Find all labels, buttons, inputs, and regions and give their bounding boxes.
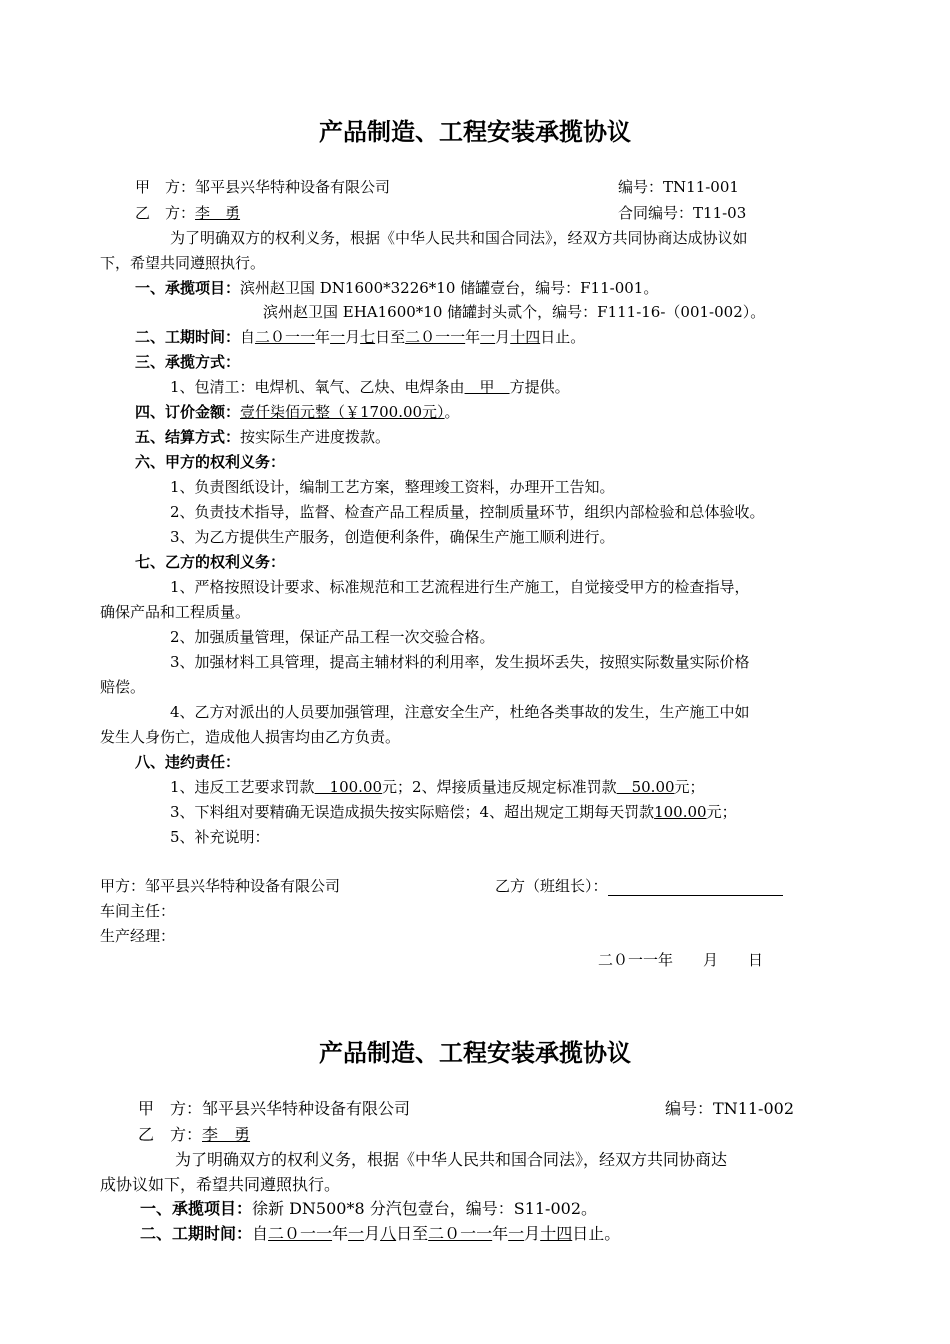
doc1-section-6-title: 六、甲方的权利义务：: [135, 453, 286, 471]
doc2-section-1: 一、承揽项目：徐新 DN500*8 分汽包壹台，编号：S11-002。: [140, 1199, 598, 1218]
doc1-contract-code: 合同编号：T11-03: [618, 204, 747, 222]
doc1-intro-1: 为了明确双方的权利义务，根据《中华人民共和国合同法》，经双方共同协商达成协议如: [170, 229, 748, 247]
doc2-party-a: 甲 方：邹平县兴华特种设备有限公司: [138, 1099, 411, 1118]
doc1-section-1: 一、承揽项目：滨州赵卫国 DN1600*3226*10 储罐壹台，编号：F11-001。: [135, 279, 659, 297]
doc1-section-3-title: 三、承揽方式：: [135, 353, 241, 371]
doc1-section-6-item-2: 2、负责技术指导，监督、检查产品工程质量，控制质量环节，组织内部检验和总体验收。: [170, 503, 765, 521]
doc1-section-7-item-3a: 3、加强材料工具管理，提高主辅材料的利用率，发生损坏丢失，按照实际数量实际价格: [170, 653, 750, 671]
doc1-section-8-item-1: 1、违反工艺要求罚款 100.00元；2、焊接质量违反规定标准罚款 50.00元；: [170, 778, 705, 796]
doc2-intro-2: 成协议如下，希望共同遵照执行。: [100, 1175, 341, 1194]
doc2-party-a-name: 邹平县兴华特种设备有限公司: [202, 1099, 411, 1118]
doc1-section-7-item-1a: 1、严格按照设计要求、标准规范和工艺流程进行生产施工，自觉接受甲方的检查指导，: [170, 578, 750, 596]
doc1-title: 产品制造、工程安装承揽协议: [319, 118, 631, 146]
doc1-section-8-title: 八、违约责任：: [135, 753, 241, 771]
doc1-party-a: 甲 方：邹平县兴华特种设备有限公司: [135, 178, 391, 196]
doc2-party-b: 乙 方：李 勇: [138, 1125, 251, 1144]
doc2-title: 产品制造、工程安装承揽协议: [319, 1039, 631, 1067]
doc1-section-6-item-3: 3、为乙方提供生产服务，创造便利条件，确保生产施工顺利进行。: [170, 528, 615, 546]
doc1-section-1-line2: 滨州赵卫国 EHA1600*10 储罐封头贰个，编号：F111-16-（001-002）。: [263, 303, 766, 321]
doc1-section-3-line: 1、包清工：电焊机、氧气、乙炔、电焊条由 甲 方提供。: [170, 378, 570, 396]
doc1-party-b: 乙 方：李 勇: [135, 204, 241, 222]
doc1-party-b-name: 李 勇: [195, 204, 241, 222]
doc1-amount: 壹仟柒佰元整（￥1700.00元）: [240, 403, 445, 421]
doc2-section-2: 二、工期时间：自二０一一年一月八日至二０一一年一月十四日止。: [140, 1224, 621, 1243]
doc1-section-7-item-2: 2、加强质量管理，保证产品工程一次交验合格。: [170, 628, 495, 646]
doc1-sign-party-a: 甲方：邹平县兴华特种设备有限公司: [100, 877, 341, 895]
doc1-section-7-item-4b: 发生人身伤亡，造成他人损害均由乙方负责。: [100, 728, 401, 746]
doc1-section-7-title: 七、乙方的权利义务：: [135, 553, 286, 571]
doc1-intro-2: 下，希望共同遵照执行。: [100, 254, 266, 272]
doc2-intro-1: 为了明确双方的权利义务，根据《中华人民共和国合同法》，经双方共同协商达: [175, 1150, 728, 1169]
doc2-party-b-name: 李 勇: [202, 1125, 251, 1144]
doc1-party-a-name: 邹平县兴华特种设备有限公司: [195, 178, 391, 196]
doc1-section-2: 二、工期时间：自二０一一年一月七日至二０一一年一月十四日止。: [135, 328, 586, 346]
doc1-section-7-item-1b: 确保产品和工程质量。: [100, 603, 251, 621]
doc1-section-5: 五、结算方式：按实际生产进度拨款。: [135, 428, 391, 446]
doc1-section-7-item-3b: 赔偿。: [100, 678, 146, 696]
doc1-production-manager: 生产经理：: [100, 927, 176, 945]
doc1-sign-party-b: 乙方（班组长）：: [495, 876, 783, 896]
doc1-signature-line: [608, 881, 783, 896]
doc1-section-6-item-1: 1、负责图纸设计，编制工艺方案，整理竣工资料，办理开工告知。: [170, 478, 615, 496]
doc1-section-8-item-3: 5、补充说明：: [170, 828, 270, 846]
doc1-code: 编号：TN11-001: [618, 178, 739, 196]
doc1-workshop-director: 车间主任：: [100, 902, 176, 920]
doc1-section-7-item-4a: 4、乙方对派出的人员要加强管理，注意安全生产，杜绝各类事故的发生，生产施工中如: [170, 703, 750, 721]
doc1-date: 二０一一年 月 日: [598, 951, 764, 969]
doc1-section-4: 四、订价金额：壹仟柒佰元整（￥1700.00元）。: [135, 403, 460, 421]
doc2-code: 编号：TN11-002: [665, 1099, 794, 1118]
doc1-section-8-item-2: 3、下料组对要精确无误造成损失按实际赔偿；4、超出规定工期每天罚款100.00元；: [170, 803, 737, 821]
